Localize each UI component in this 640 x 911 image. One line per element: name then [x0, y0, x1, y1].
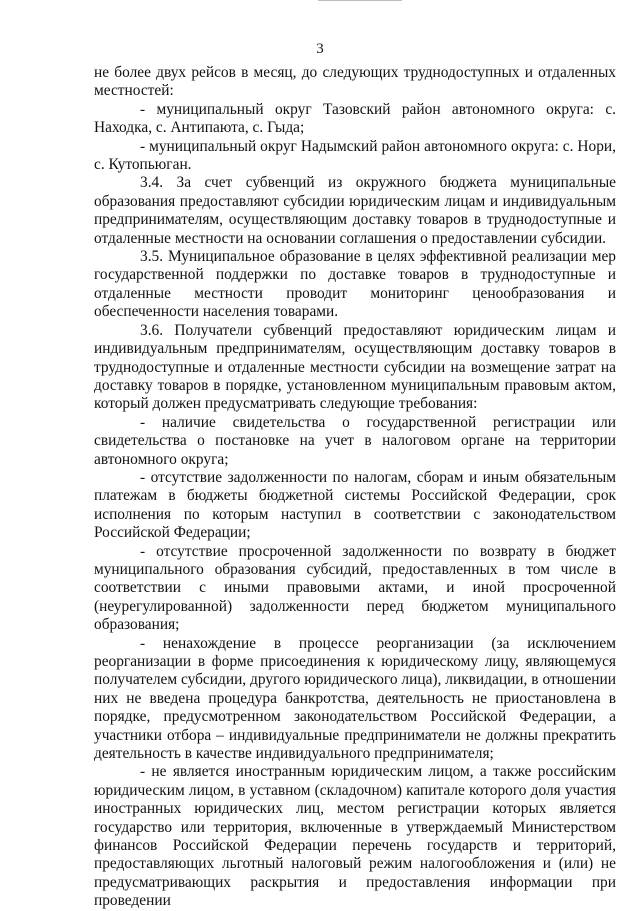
paragraph: - наличие свидетельства о государственной регистрации или свидетельства о постановке на учет в налоговом органе на территории автономного округа; — [94, 413, 616, 468]
paragraph: - ненахождение в процессе реорганизации (за исключением реорганизации в форме присоединения к юридическому лицу, являющемуся получателем субсидии, другого юридического лица), ликвидации, в отношении них не введена процедура банкротства, деятельность не приостановлена в порядке, предусмотренном законодательством Российской Федерации, а участники отбора – индивидуальные предприниматели не должны прекратить деятельность в качестве индивидуального предпринимателя; — [94, 634, 616, 763]
paragraph: - отсутствие просроченной задолженности по возврату в бюджет муниципального образования субсидий, предоставленных в том числе в соответствии с иными правовыми актами, и иной просроченной (неурегулированной) задолженности перед бюджетом муниципального образования; — [94, 542, 616, 634]
paragraph: не более двух рейсов в месяц, до следующих труднодоступных и отдаленных местностей: — [94, 64, 616, 100]
top-edge-line — [318, 0, 402, 1]
paragraph: - муниципальный округ Надымский район автономного округа: с. Нори, с. Кутопьюган. — [94, 137, 616, 174]
paragraph: 3.6. Получатели субвенций предоставляют юридическим лицам и индивидуальным предпринимателям, осуществляющим доставку товаров в труднодоступные и отдаленные местности субсидии на возмещение затрат на доставку товаров в порядке, установленном муниципальным правовым актом, который должен предусматривать следующие требования: — [94, 321, 616, 413]
paragraph: - муниципальный округ Тазовский район автономного округа: с. Находка, с. Антипаюта, с. Гыда; — [94, 100, 616, 137]
paragraph: 3.4. За счет субвенций из окружного бюджета муниципальные образования предоставляют субсидии юридическим лицам и индивидуальным предпринимателям, осуществляющим доставку товаров в труднодоступные и отдаленные местности на основании соглашения о предоставлении субсидии. — [94, 174, 616, 247]
paragraph: - отсутствие задолженности по налогам, сборам и иным обязательным платежам в бюджеты бюджетной системы Российской Федерации, срок исполнения по которым наступил в соответствии с законодательством Российской Федерации; — [94, 468, 616, 542]
document-body — [94, 64, 616, 911]
page-number: 3 — [316, 41, 324, 57]
paragraph: - не является иностранным юридическим лицом, а также российским юридическим лицом, в уставном (складочном) капитале которого доля участия иностранных юридических лиц, местом регистрации которых является государство или территория, включенные в утверждаемый Министерством финансов Российской Федерации перечень государств и территорий, предоставляющих льготный налоговый режим налогообложения и (или) не предусматривающих раскрытия и предоставления информации при проведении — [94, 763, 616, 910]
paragraph: 3.5. Муниципальное образование в целях эффективной реализации мер государственной поддержки по доставке товаров в труднодоступные и отдаленные местности проводит мониторинг ценообразования и обеспеченности населения товарами. — [94, 248, 616, 321]
